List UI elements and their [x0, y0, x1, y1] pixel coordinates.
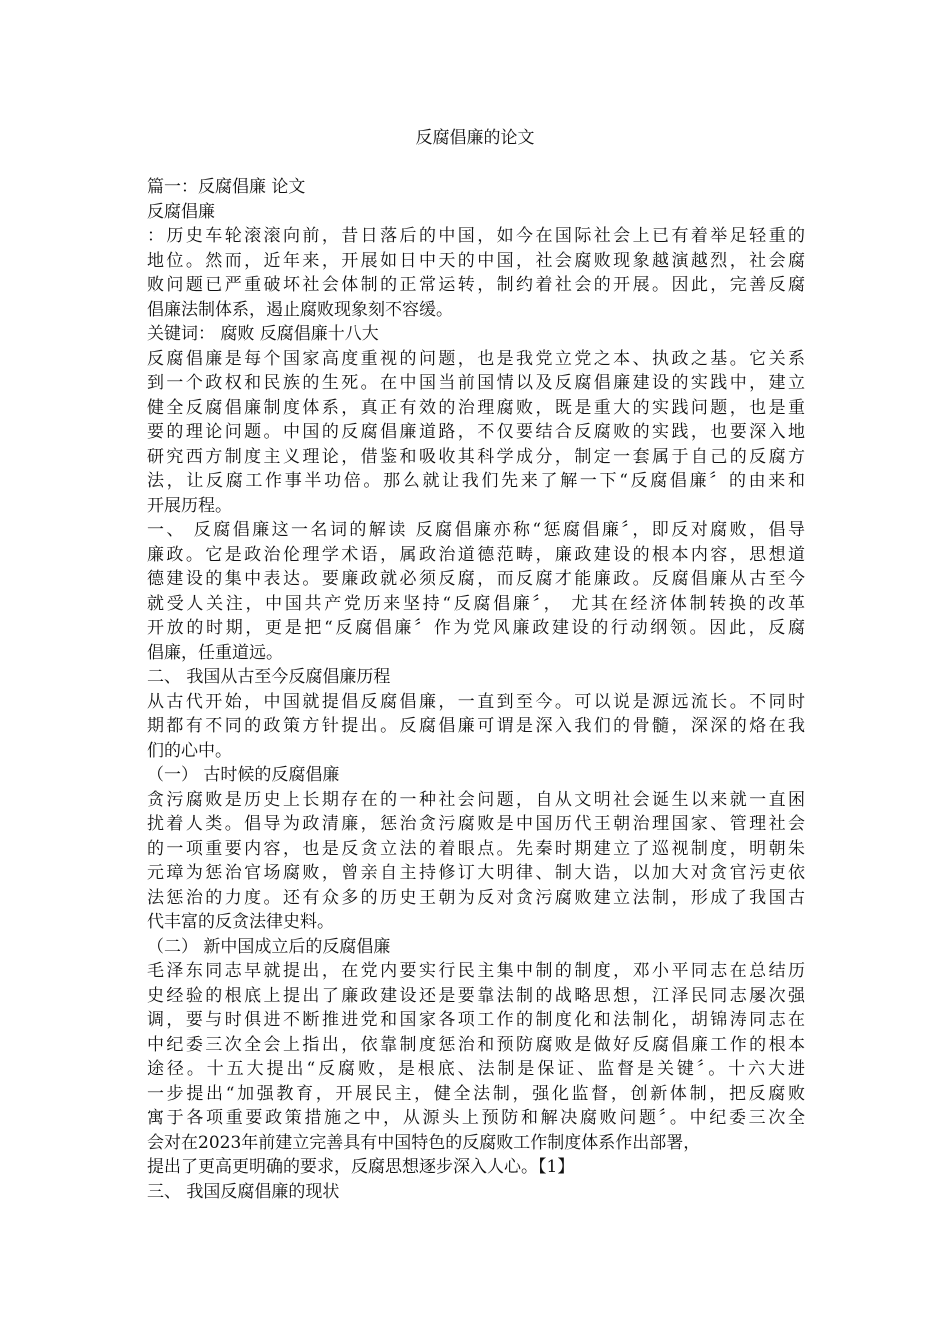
- body-text-line: 关键词： 腐败 反腐倡廉十八大: [147, 324, 379, 344]
- body-text-line: 到一个政权和民族的生死。在中国当前国情以及反腐倡廉建设的实践中，建立: [147, 373, 805, 393]
- body-text-line: 地位。然而，近年来，开展如日中天的中国，社会腐败现象越演越烈，社会腐: [147, 250, 805, 271]
- document-title: 反腐倡廉的论文: [415, 128, 535, 148]
- body-text-line: 调，要与时俱进不断推进党和国家各项工作的制度化和法制化，胡锦涛同志在: [147, 1010, 805, 1030]
- body-text-line: （一） 古时候的反腐倡廉: [147, 765, 340, 785]
- body-text-line: 途径。十五大提出“反腐败，是根底、法制是保证、监督是关键〞。十六大进: [147, 1059, 805, 1079]
- body-text-line: 败问题已严重破坏社会体制的正常运转，制约着社会的开展。因此，完善反腐: [147, 275, 805, 295]
- body-text-line: 二、 我国从古至今反腐倡廉历程: [147, 667, 391, 687]
- document-body: [147, 175, 805, 1204]
- body-text-line: 的一项重要内容，也是反贪立法的着眼点。先秦时期建立了巡视制度，明朝朱: [147, 838, 805, 859]
- body-text-line: 开放的时期，更是把“反腐倡廉〞作为党风廉政建设的行动纲领。因此，反腐: [147, 618, 805, 638]
- body-text-line: ：历史车轮滚滚向前，昔日落后的中国，如今在国际社会上已有着举足轻重的: [147, 226, 805, 246]
- body-text-line: 反腐倡廉是每个国家高度重视的问题，也是我党立党之本、执政之基。它关系: [147, 348, 805, 369]
- body-text-line: 从古代开始，中国就提倡反腐倡廉，一直到至今。可以说是源远流长。不同时: [147, 691, 805, 712]
- body-text-line: 德建设的集中表达。要廉政就必须反腐，而反腐才能廉政。反腐倡廉从古至今: [147, 569, 805, 589]
- body-text-line: 法惩治的力度。还有众多的历史王朝为反对贪污腐败建立法制，形成了我国古: [147, 887, 805, 908]
- body-text-line: 中纪委三次全会上指出，依靠制度惩治和预防腐败是做好反腐倡廉工作的根本: [147, 1034, 805, 1055]
- body-text-line: 会对在2023年前建立完善具有中国特色的反腐败工作制度体系作出部署，: [147, 1132, 701, 1153]
- body-text-line: 篇一：反腐倡廉 论文: [147, 177, 306, 197]
- body-text-line: 一步提出“加强教育，开展民主，健全法制，强化监督，创新体制，把反腐败: [147, 1083, 805, 1104]
- body-text-line: 就受人关注，中国共产党历来坚持“反腐倡廉〞， 尤其在经济体制转换的改革: [147, 593, 805, 614]
- body-text-line: 寓于各项重要政策措施之中，从源头上预防和解决腐败问题〞。中纪委三次全: [147, 1108, 805, 1128]
- body-text-line: 们的心中。: [147, 740, 232, 761]
- body-text-line: 元璋为惩治官场腐败，曾亲自主持修订大明律、制大诰，以加大对贪官污吏依: [147, 863, 805, 883]
- body-text-line: （二） 新中国成立后的反腐倡廉: [147, 936, 391, 957]
- body-text-line: 毛泽东同志早就提出，在党内要实行民主集中制的制度，邓小平同志在总结历: [147, 961, 805, 981]
- body-text-line: 一、 反腐倡廉这一名词的解读 反腐倡廉亦称“惩腐倡廉〞，即反对腐败，倡导: [147, 520, 805, 540]
- body-text-line: 反腐倡廉: [147, 201, 215, 222]
- body-text-line: 扰着人类。倡导为政清廉，惩治贪污腐败是中国历代王朝治理国家、管理社会: [147, 814, 805, 834]
- body-text-line: 开展历程。: [147, 495, 232, 516]
- body-text-line: 代丰富的反贪法律史料。: [147, 912, 334, 932]
- body-text-line: 三、 我国反腐倡廉的现状: [147, 1181, 340, 1202]
- body-text-line: 健全反腐倡廉制度体系，真正有效的治理腐败，既是重大的实践问题，也是重: [147, 397, 805, 418]
- body-text-line: 提出了更高更明确的要求，反腐思想逐步深入人心。【1】: [147, 1157, 575, 1177]
- body-text-line: 期都有不同的政策方针提出。反腐倡廉可谓是深入我们的骨髓，深深的烙在我: [147, 716, 805, 736]
- body-text-line: 研究西方制度主义理论，借鉴和吸收其科学成分，制定一套属于自己的反腐方: [147, 446, 805, 467]
- body-text-line: 贪污腐败是历史上长期存在的一种社会问题，自从文明社会诞生以来就一直困: [147, 789, 805, 810]
- body-text-line: 法，让反腐工作事半功倍。那么就让我们先来了解一下“反腐倡廉〞的由来和: [147, 471, 805, 491]
- body-text-line: 要的理论问题。中国的反腐倡廉道路，不仅要结合反腐败的实践，也要深入地: [147, 422, 805, 442]
- body-text-line: 史经验的根底上提出了廉政建设还是要靠法制的战略思想，江泽民同志屡次强: [147, 985, 805, 1006]
- body-text-line: 倡廉，任重道远。: [147, 642, 283, 663]
- body-text-line: 倡廉法制体系，遏止腐败现象刻不容缓。: [147, 299, 453, 320]
- body-text-line: 廉政。它是政治伦理学术语，属政治道德范畴，廉政建设的根本内容，思想道: [147, 544, 805, 565]
